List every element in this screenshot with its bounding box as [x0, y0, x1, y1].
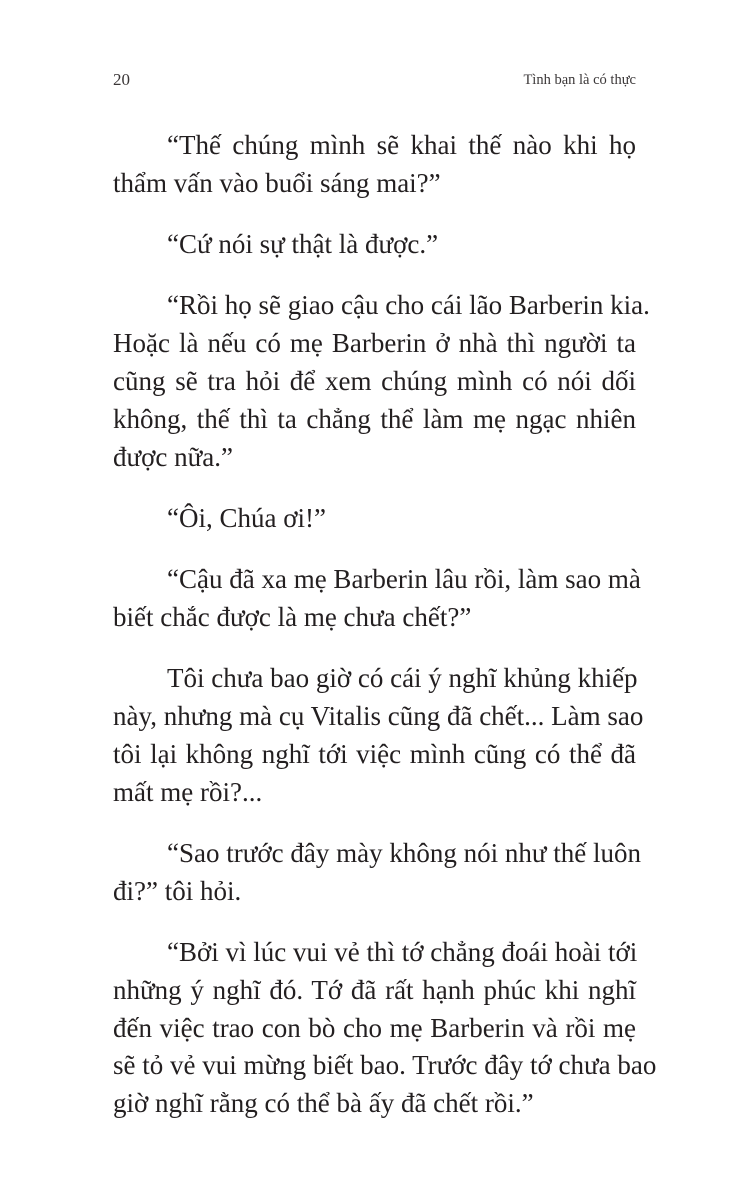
text-line: giờ nghĩ rằng có thể bà ấy đã chết rồi.” [113, 1088, 534, 1119]
text-line: biết chắc được là mẹ chưa chết?” [113, 601, 472, 632]
text-line: những ý nghĩ đó. Tớ đã rất hạnh phúc khi nghĩ [113, 974, 636, 1005]
text-line: “Cứ nói sự thật là được.” [167, 229, 439, 260]
text-line: Tôi chưa bao giờ có cái ý nghĩ khủng khiếp [167, 663, 638, 694]
body-text [113, 127, 657, 1147]
text-line: cũng sẽ tra hỏi để xem chúng mình có nói dối [113, 365, 636, 396]
text-line: mất mẹ rồi?... [113, 776, 263, 807]
text-line: “Rồi họ sẽ giao cậu cho cái lão Barberin kia. [167, 290, 650, 321]
page-number: 20 [113, 70, 130, 89]
paragraph [113, 226, 636, 264]
paragraph [113, 660, 644, 811]
paragraph [113, 835, 641, 911]
text-line: “Cậu đã xa mẹ Barberin lâu rồi, làm sao mà [167, 564, 641, 595]
text-line: “Sao trước đây mày không nói như thế luôn [167, 837, 641, 868]
text-line: không, thế thì ta chẳng thể làm mẹ ngạc nhiên [113, 403, 636, 434]
text-line: “Bởi vì lúc vui vẻ thì tớ chẳng đoái hoài tới [167, 937, 638, 968]
page-header [113, 70, 636, 94]
paragraph [113, 500, 636, 538]
paragraph [113, 934, 657, 1123]
paragraph [113, 127, 636, 203]
text-line: tôi lại không nghĩ tới việc mình cũng có thể đã [113, 738, 636, 769]
text-line: “Ôi, Chúa ơi!” [167, 502, 326, 533]
text-line: “Thế chúng mình sẽ khai thế nào khi họ [167, 130, 636, 160]
text-line: đi?” tôi hỏi. [113, 875, 242, 906]
running-title: Tình bạn là có thực [523, 72, 636, 88]
text-line: sẽ tỏ vẻ vui mừng biết bao. Trước đây tớ chưa bao [113, 1050, 657, 1081]
text-line: thẩm vấn vào buổi sáng mai?” [113, 167, 441, 198]
text-line: được nữa.” [113, 441, 233, 472]
text-line: Hoặc là nếu có mẹ Barberin ở nhà thì người ta [113, 328, 636, 359]
text-line: này, nhưng mà cụ Vitalis cũng đã chết... Làm sao [113, 701, 644, 732]
paragraph [113, 561, 641, 637]
text-line: đến việc trao con bò cho mẹ Barberin và rồi mẹ [113, 1012, 636, 1043]
paragraph [113, 287, 650, 476]
